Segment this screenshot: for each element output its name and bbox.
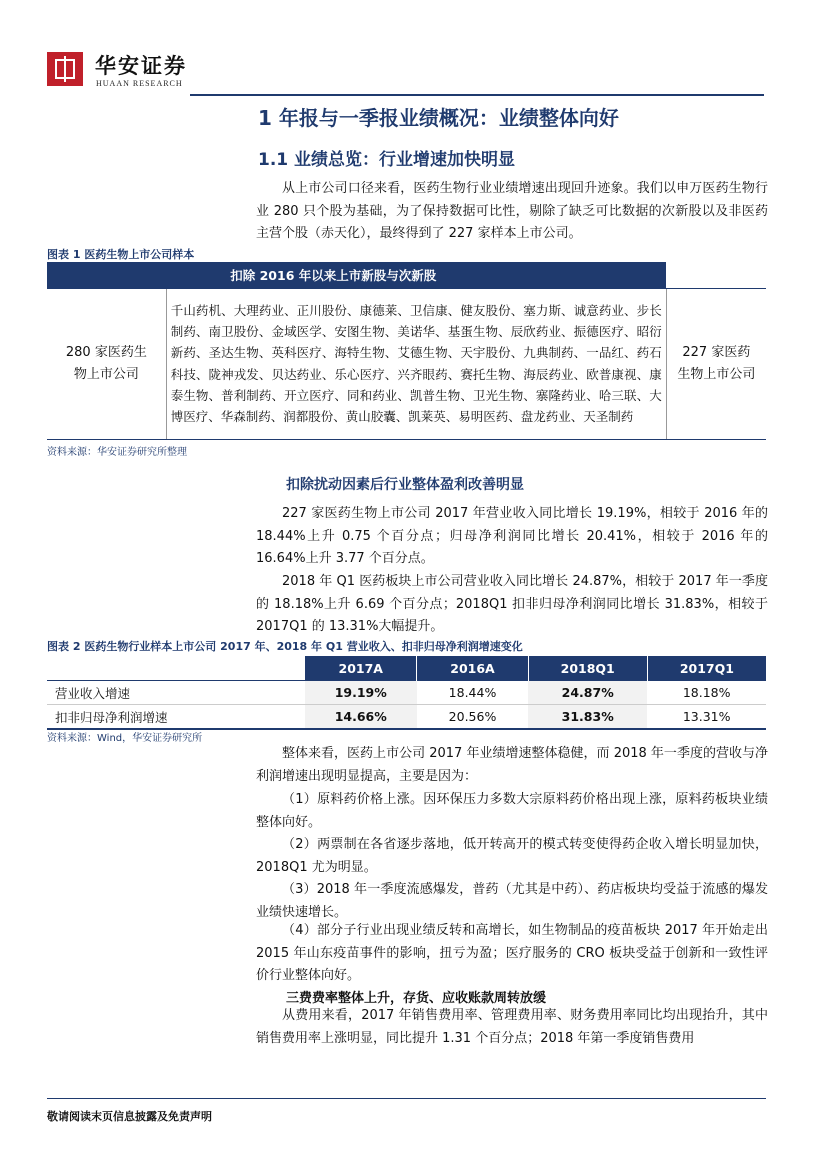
subsection-heading: 1.1 业绩总览：行业增速加快明显 <box>258 150 516 170</box>
figure1-caption: 图表 1 医药生物上市公司样本 <box>47 248 195 261</box>
paragraph-2018q1: 2018 年 Q1 医药板块上市公司营业收入同比增长 24.87%，相较于 2017 年一季度的 18.18%上升 6.69 个百分点；2018Q1 扣非归母净利润同比增长 31.83%，相较于 2017Q1 的 13.31%大幅提升。 <box>256 574 768 634</box>
table-cell: 20.56% <box>417 705 528 730</box>
figure2-table <box>47 656 766 730</box>
table-cell: 13.31% <box>647 705 766 730</box>
table-cell: 19.19% <box>305 681 417 705</box>
row-label: 扣非归母净利润增速 <box>47 705 305 730</box>
intro-paragraph: 从上市公司口径来看，医药生物行业业绩增速出现回升迹象。我们以申万医药生物行业 280 只个股为基础，为了保持数据可比性，剔除了缺乏可比数据的次新股以及非医药主营个股（赤天化），最终得到了 227 家样本上市公司。 <box>256 181 768 241</box>
figure1-left-cell: 280 家医药生物上市公司 <box>47 289 166 440</box>
figure1-right-cell: 227 家医药生物上市公司 <box>666 289 766 440</box>
footer-disclaimer: 敬请阅读末页信息披露及免责声明 <box>47 1110 212 1123</box>
table-row <box>47 681 766 705</box>
paragraph-2017: 227 家医药生物上市公司 2017 年营业收入同比增长 19.19%，相较于 2016 年的 18.44%上升 0.75 个百分点；归母净利润同比增长 20.41%，相较于 2016 年的 16.64%上升 3.77 个百分点。 <box>256 506 768 566</box>
table-cell: 18.18% <box>647 681 766 705</box>
figure1-company-list: 千山药机、大理药业、正川股份、康德莱、卫信康、健友股份、塞力斯、诚意药业、步长制药、南卫股份、金域医学、安图生物、美诺华、基蛋生物、辰欣药业、振德医疗、昭衍新药、圣达生物、英科医疗、海特生物、艾德生物、天宇股份、九典制药、一品红、药石科技、陇神戎发、贝达药业、乐心医疗、兴齐眼药、赛托生物、海辰药业、欧普康视、康泰生物、普利制药、开立医疗、同和药业、凯普生物、卫光生物、寨隆药业、哈三联、大博医疗、华森制药、润都股份、黄山胶囊、凯莱英、易明医药、盘龙药业、天圣制药 <box>166 289 666 440</box>
reason-2: （2）两票制在各省逐步落地，低开转高开的模式转变使得药企收入增长明显加快，2018Q1 尤为明显。 <box>256 837 768 875</box>
figure2-source: 资料来源：Wind，华安证券研究所 <box>47 733 203 744</box>
profit-subheading: 扣除扰动因素后行业整体盈利改善明显 <box>286 477 524 493</box>
figure1-source: 资料来源：华安证券研究所整理 <box>47 447 187 458</box>
section-heading: 1 年报与一季报业绩概况：业绩整体向好 <box>258 106 619 130</box>
table-cell: 18.44% <box>417 681 528 705</box>
expense-subheading: 三费费率整体上升，存货、应收账款周转放缓 <box>286 991 547 1006</box>
figure2-caption: 图表 2 医药生物行业样本上市公司 2017 年、2018 年 Q1 营业收入、扣非归母净利润增速变化 <box>47 640 523 653</box>
reason-3: （3）2018 年一季度流感爆发，普药（尤其是中药）、药店板块均受益于流感的爆发业绩快速增长。 <box>256 882 768 920</box>
header-rule <box>190 94 764 96</box>
column-header: 2018Q1 <box>528 656 647 681</box>
table-cell: 24.87% <box>528 681 647 705</box>
brand-name-en: HUAAN RESEARCH <box>96 79 183 88</box>
table-cell: 31.83% <box>528 705 647 730</box>
expense-paragraph: 从费用来看，2017 年销售费用率、管理费用率、财务费用率同比均出现抬升，其中销售费用率上涨明显，同比提升 1.31 个百分点；2018 年第一季度销售费用 <box>256 1008 768 1046</box>
row-label: 营业收入增速 <box>47 681 305 705</box>
reason-4: （4）部分子行业出现业绩反转和高增长，如生物制品的疫苗板块 2017 年开始走出 2015 年山东疫苗事件的影响，扭亏为盈；医疗服务的 CRO 板块受益于创新和一致性评价行业整体向好。 <box>256 923 768 983</box>
figure1-table <box>47 262 766 440</box>
column-header: 2017A <box>305 656 417 681</box>
table-cell: 14.66% <box>305 705 417 730</box>
column-header: 2016A <box>417 656 528 681</box>
brand-name: 华安证券 <box>95 53 187 78</box>
table-row <box>47 705 766 730</box>
figure1-header: 扣除 2016 年以来上市新股与次新股 <box>166 262 666 289</box>
footer-rule <box>47 1098 766 1099</box>
summary-paragraph: 整体来看，医药上市公司 2017 年业绩增速整体稳健，而 2018 年一季度的营收与净利润增速出现明显提高，主要是因为： <box>256 746 768 784</box>
company-logo <box>47 52 83 86</box>
reason-1: （1）原料药价格上涨。因环保压力多数大宗原料药价格出现上涨，原料药板块业绩整体向好。 <box>256 792 768 830</box>
column-header: 2017Q1 <box>647 656 766 681</box>
